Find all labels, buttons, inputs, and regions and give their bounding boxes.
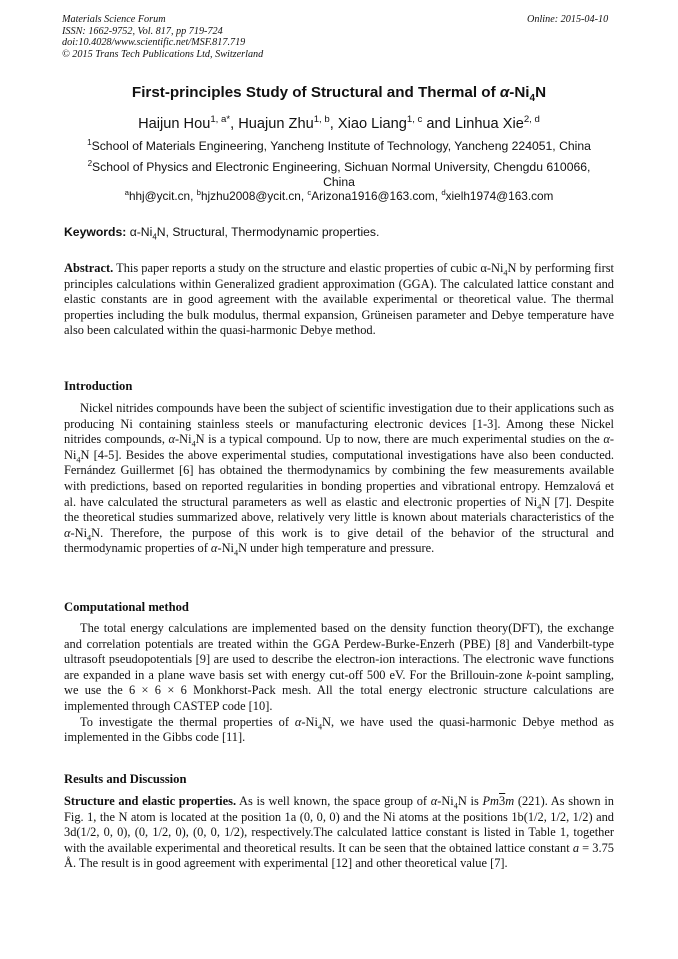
author: Huajun Zhu: [238, 116, 314, 132]
journal-name: Materials Science Forum: [62, 14, 166, 25]
author: Haijun Hou: [138, 116, 211, 132]
copyright-line: © 2015 Trans Tech Publications Ltd, Switzerland: [62, 48, 264, 60]
online-date: Online: 2015-04-10: [527, 14, 609, 25]
email-link[interactable]: xielh1974@163.com: [445, 189, 554, 203]
email-link[interactable]: hhj@ycit.cn,: [128, 189, 194, 203]
abstract-label: Abstract.: [64, 261, 114, 275]
computational-paragraph-2: To investigate the thermal properties of $\alpha-Ni_4N$, we have used the quasi-harmonic Debye method as implemented in the Gibbs code [11].: [64, 714, 614, 745]
paper-title: First-principles Study of Structural and Thermal of $\alpha-Ni_4N$: [131, 84, 547, 105]
journal-header: [62, 14, 263, 60]
section-heading-computational: Computational method: [64, 600, 189, 614]
keywords-label: Keywords:: [64, 225, 127, 239]
section-heading-introduction: Introduction: [64, 379, 133, 393]
affiliation-2: $^2$School of Physics and Electronic Engineering, Sichuan Normal University, Chengdu 610066, China: [87, 158, 591, 189]
email-list: $^a$hhj@ycit.cn, $^b$hjzhu2008@ycit.cn, $^c$Arizona1916@163.com, $^d$xielh1974@163.com: [124, 188, 554, 203]
issn-line: ISSN: 1662-9752, Vol. 817, pp 719-724: [62, 25, 223, 37]
affiliation-1: $^1$School of Materials Engineering, Yancheng Institute of Technology, Yancheng 224051, China: [87, 137, 591, 153]
email-link[interactable]: hjzhu2008@ycit.cn,: [200, 189, 305, 203]
introduction-paragraph: Nickel nitrides compounds have been the subject of scientific investigation due to their applications such as producing Ni containing stainless steels or manufacturing electronic devices [1-3]. Among these Nickel nitrides compounds, $\alpha-Ni_4N$ is a typical compound. Up to now, there are much experimental studies on the $\alpha-Ni_4N$ [4-5]. Besides the above experimental studies, computational investigations have also been conducted. Fernández Guillermet [6] has obtained the thermodynamics by combining the few measurements available with predictions, based on reported regularities in bonding properties and vibrational entropy. Hemzalová et al. have calculated the structural parameters as well as elastic and electronic properties of $Ni_4N$ [7]. Despite the theoretical studies summarized above, relatively very little is known about materials characteristics of the $\alpha-Ni_4N$. Therefore, the purpose of this work is to give detail of the behavior of the structural and thermodynamic properties of $\alpha-Ni_4N$ under high temperature and pressure.: [64, 401, 615, 558]
computational-paragraph-1: The total energy calculations are implemented based on the density function theory(DFT), the exchange and correlation potentials are treated within the GGA Perdew-Burke-Enzerh (PBE) [8] and Vanderbilt-type ultrasoft pseudopotentials [9] are used to describe the electron-ion interactions. The electronic wave functions are expanded in a plane wave basis set with energy cut-off 500 eV. For the Brillouin-zone k-point sampling, we use the 6 × 6 × 6 Monkhorst-Pack mesh. All the total energy electronic structure calculations are implemented through CASTEP code [10].: [64, 621, 614, 713]
results-paragraph: Structure and elastic properties. As is well known, the space group of $\alpha-Ni_4N$ is Pm3m (221). As shown in Fig. 1, the N atom is located at the position 1a (0, 0, 0) and the Ni atoms at the positions 1b(1/2, 1/2, 1/2) and 3d(1/2, 0, 0), (0, 1/2, 0), (0, 0, 1/2), respectively.The calculated lattice constant is listed in Table 1, together with the available experimental and theoretical results. It can be seen that the obtained lattice constant a = 3.75 Å. The result is in good agreement with experimental [12] and other theoretical value [7].: [64, 794, 614, 871]
author-list: Haijun Hou$^{1, a*}$, Huajun Zhu$^{1, b}$, Xiao Liang$^{1, c}$ and Linhua Xie$^{2, d}$: [138, 114, 540, 132]
computational-section: [64, 621, 614, 746]
email-link[interactable]: Arizona1916@163.com,: [311, 189, 439, 203]
doi-line: doi:10.4028/www.scientific.net/MSF.817.719: [62, 37, 246, 49]
section-heading-results: Results and Discussion: [64, 772, 187, 786]
author: Xiao Liang: [337, 116, 407, 132]
author: Linhua Xie: [454, 116, 524, 132]
keywords: Keywords: $\alpha-Ni_4N$, Structural, Thermodynamic properties.: [64, 225, 380, 242]
subsection-label: Structure and elastic properties.: [64, 794, 237, 808]
abstract: Abstract. This paper reports a study on the structure and elastic properties of cubic $\alpha-Ni_4N$ by performing first principles calculations within Generalized gradient approximation (GGA). The calculated lattice constant and elastic constants are in good agreement with the available experimental or theoretical value. The thermal properties including the bulk modulus, thermal expansion, Grüneisen parameter and Debye temperature have also been calculated within the quasi-harmonic Debye method.: [64, 261, 614, 338]
